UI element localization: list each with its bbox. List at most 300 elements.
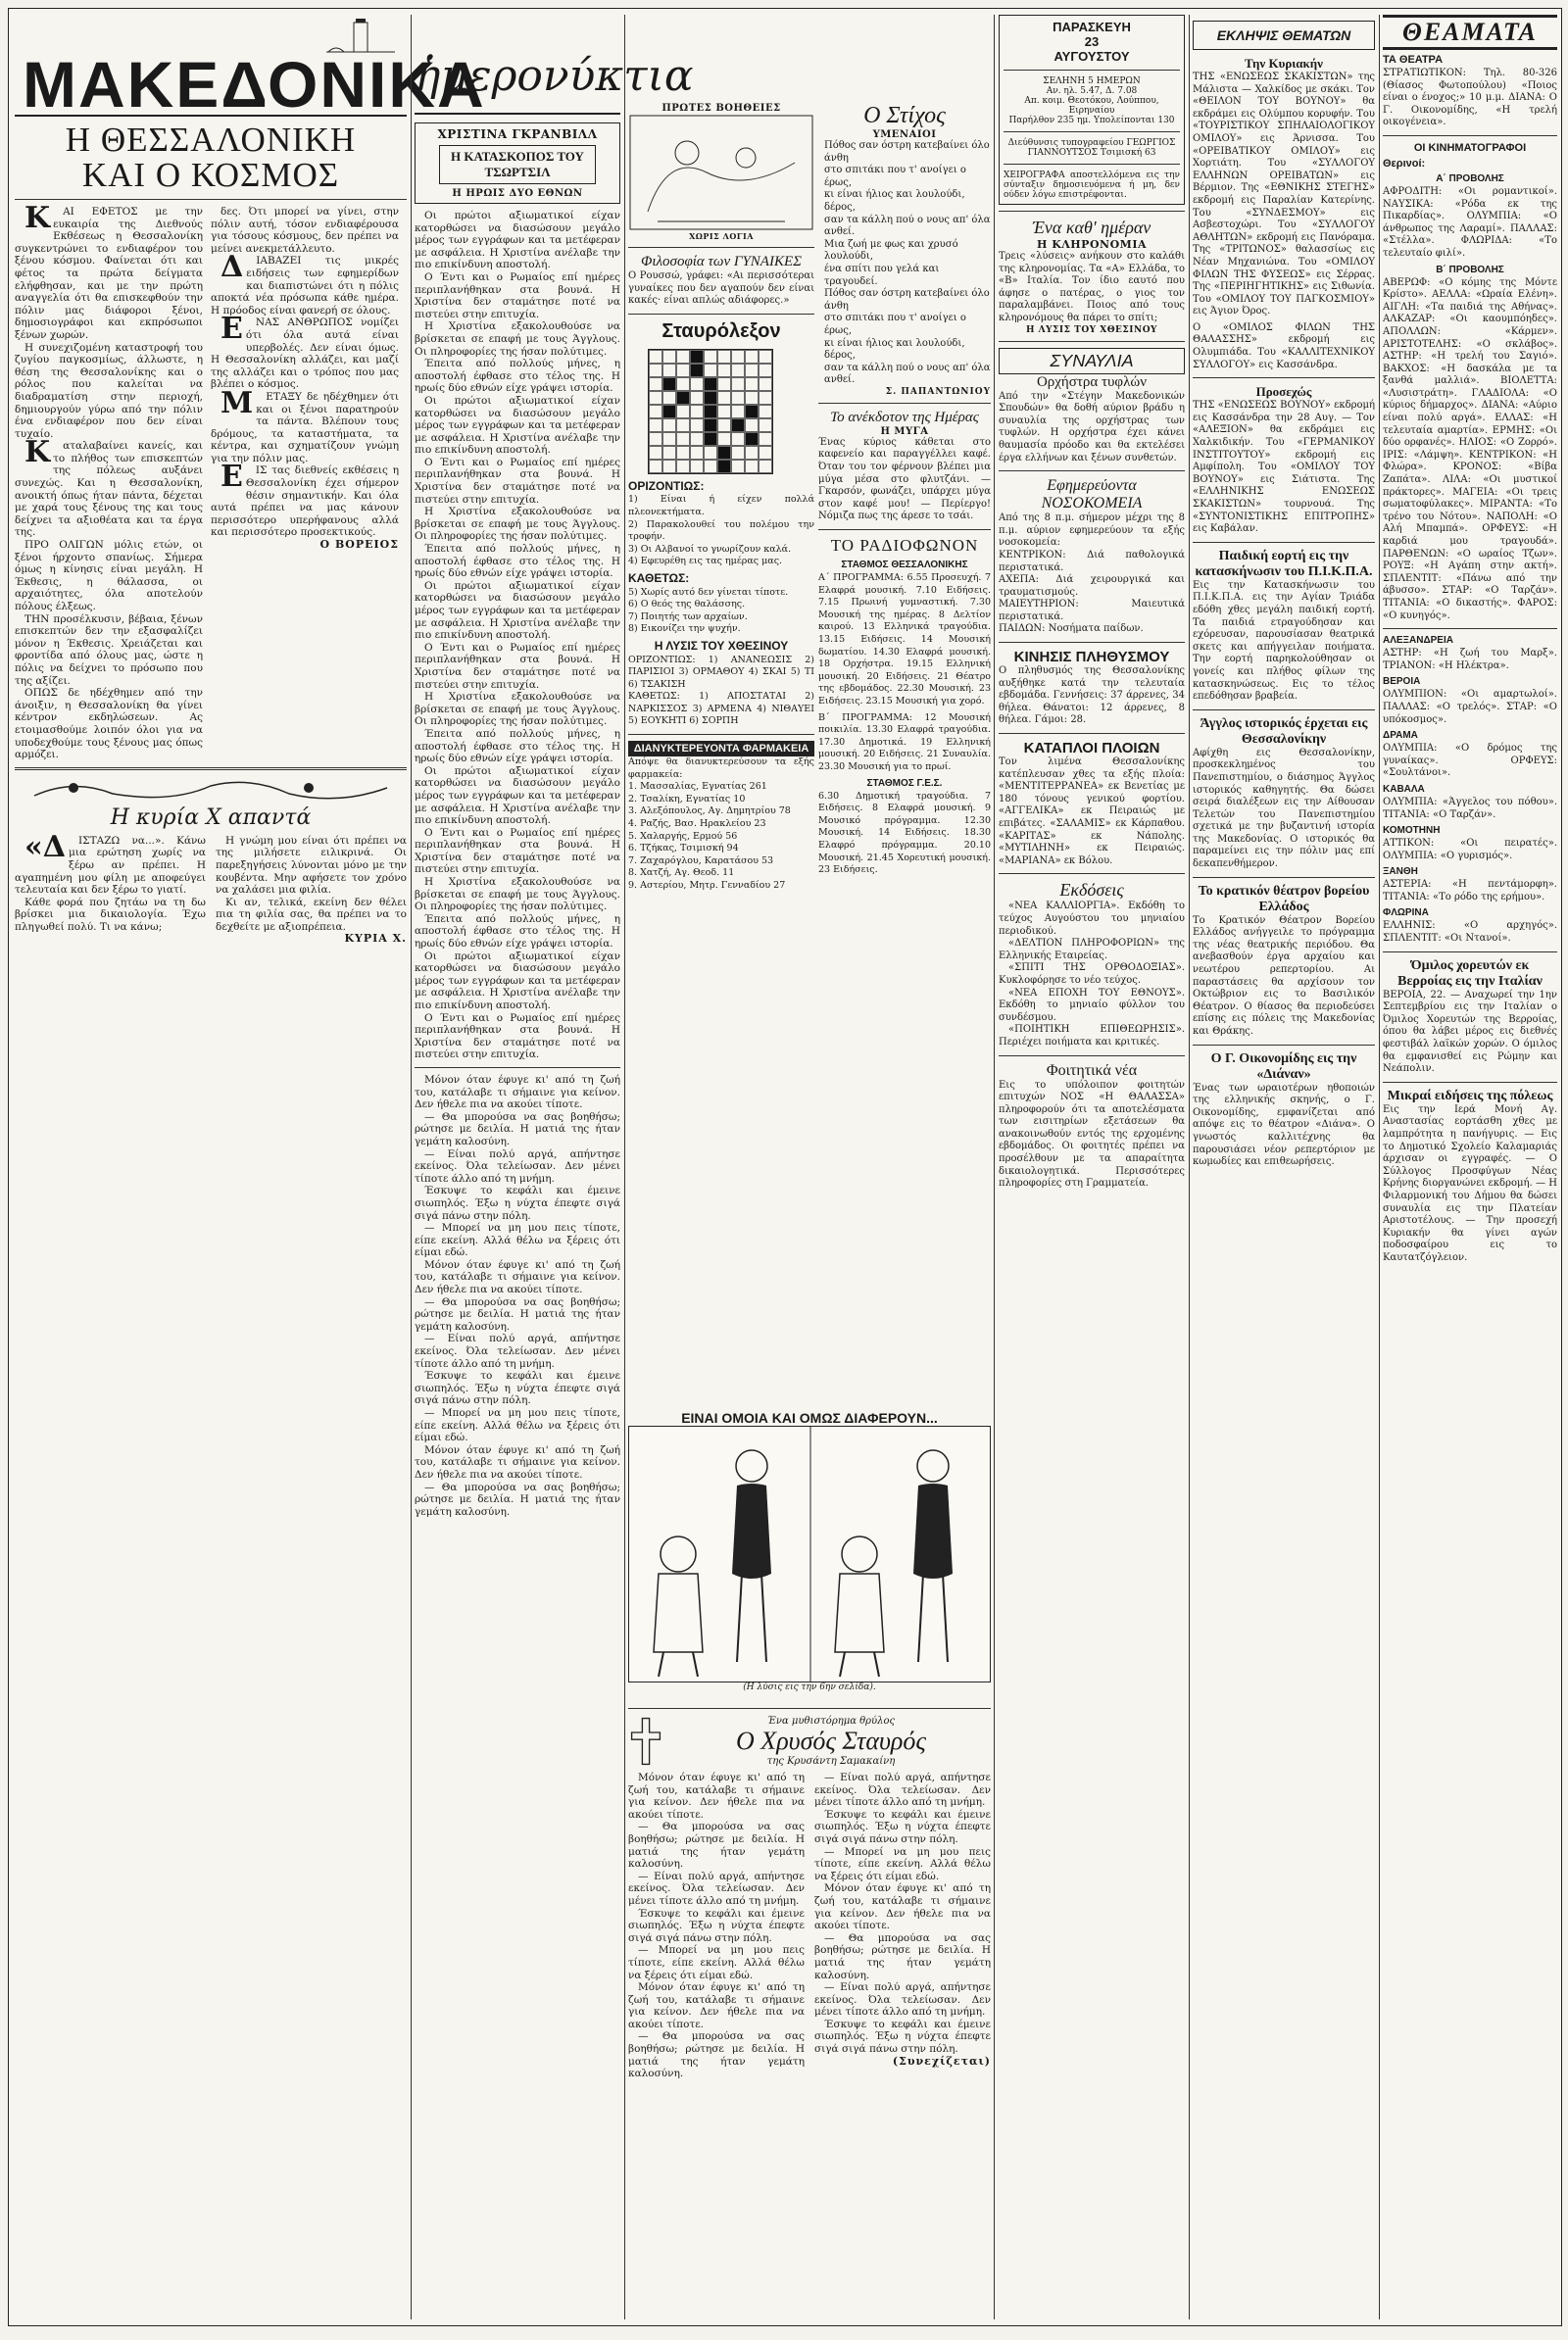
crossword-cell[interactable] [676, 350, 690, 364]
spy-title-box [439, 145, 596, 184]
paragraph: Έσκυψε το κεφάλι και έμεινε σιωπηλός. Έξω η νύχτα έπεφτε σιγά σιγά πάνω στην πόλη. [415, 1185, 620, 1222]
choir-text: ΒΕΡΟΙΑ, 22. — Αναχωρεί την 1ην Σεπτεμβρίου εις την Ιταλίαν ο Όμιλος Χορευτών της Βερροίας, όπου θα λάβει μέρος εις διεθνές φεστιβάλ λαϊκών χορών. Ο όμιλος θα εμφανισθεί εις Ρώμην και Νεάπολιν. [1383, 989, 1557, 1075]
crossword-cell[interactable] [690, 405, 704, 418]
paragraph: ΤΗΝ προσέλκυσιν, βέβαια, ξένων επισκεπτών δεν την εξασφαλίζει μόνον η Έκθεσις. Χρειάζεται και φροντίδα από όλους μας, ώστε η πόλις να δείχνει το πρόσωπο που της αξίζει. [15, 612, 203, 687]
paragraph: ΠΡΟ ΟΛΙΓΩΝ μόλις ετών, οι ξένοι ήρχοντο σπανίως. Σήμερα όμως η κίνησις είναι μεγάλη. Η Έκθεσις, η θάλασσα, οι αρχαιότητες, όλα αποτελούν πόλους έλξεως. [15, 539, 203, 612]
paragraph: Κι αν, τελικά, εκείνη δεν θέλει πια τη φιλία σας, θα πρέπει να το δεχθείτε με αξιοπρέπεια. [216, 896, 407, 933]
crossword-cell[interactable] [717, 432, 731, 446]
crossword-solution-label: Η ΛΥΣΙΣ ΤΟΥ ΧΘΕΣΙΝΟΥ [654, 638, 789, 653]
spy-subtitle: Η ΗΡΩΙΣ ΔΥΟ ΕΘΝΩΝ [452, 188, 583, 199]
city-name: ΚΟΜΟΤΗΝΗ [1383, 825, 1441, 837]
crossword-cell[interactable] [745, 418, 759, 432]
date-month: ΑΥΓΟΥΣΤΟΥ [1054, 49, 1130, 64]
paragraph: Έσκυψε το κεφάλι και έμεινε σιωπηλός. Έξω η νύχτα έπεφτε σιγά σιγά πάνω στην πόλη. [814, 2018, 991, 2056]
verse-line: σαν τα κάλλη πού ο νους απ' όλα ανθεί. [824, 362, 991, 386]
cherub-ornament [15, 776, 407, 805]
date-number: 23 [1084, 34, 1100, 49]
spy-author: ΧΡΙΣΤΙΝΑ ΓΚΡΑΝΒΙΛΛ [437, 127, 598, 141]
concert-title: ΣΥΝΑΥΛΙΑ [999, 348, 1185, 374]
ships-title: ΚΑΤΑΠΛΟΙ ΠΛΟΙΩΝ [1023, 740, 1160, 757]
crossword-cell[interactable] [704, 460, 717, 473]
concert-text: Από την «Στέγην Μακεδονικών Σπουδών» θα δοθή αύριον βράδυ η συναυλία της ορχήστρας των τυφλών. Η ορχήστρα έχει κάνει θαυμασία πρόοδο και θα εκτελέσει έργα ελλήνων και ξένων συνθετών. [999, 390, 1185, 463]
crossword-cell[interactable] [731, 391, 745, 405]
masthead [15, 15, 486, 121]
crossword-cell[interactable] [745, 460, 759, 473]
pharmacy-item: 1. Μασσαλίας, Εγνατίας 261 [628, 781, 767, 793]
second-run-text: ΑΒΕΡΩΦ: «Ο κόμης της Μόντε Κρίστο». ΑΕΛΛΑ: «Ωραία Ελένη». ΑΙΓΛΗ: «Τα παιδιά της Αθήνας». ΑΛΚΑΖΑΡ: «Οι καουμπόηδες». ΑΠΟΛΛΩΝ: «Κάρμεν». ΑΡΙΣΤΟΤΕΛΗΣ: «Ο σκλάβος». ΑΣΤΗΡ: «Η τρελή του Σαγιό». ΒΑΚΧΟΣ: «Η δασκάλα με τα ξανθά μαλλιά». ΒΙΟΛΕΤΤΑ: «Λυσιστράτη». ΓΛΑΔΙΟΛΑ: «Ο κύριος δήμαρχος». ΔΙΑΝΑ: «Αύριο είναι πολύ αργά». ΕΛΛΑΣ: «Η τελευταία αμαρτία». ΕΡΜΗΣ: «Οι δύο ορφανές». ΗΛΙΟΣ: «Ο Ζορρό». ΙΡΙΣ: «Λάμψη». ΚΕΝΤΡΙΚΟΝ: «Η Φλώρα». ΚΡΟΝΟΣ: «Βίβα Ζαπάτα». ΛΙΛΑ: «Οι μυστικοί πράκτορες». ΜΑΓΕΙΑ: «Οι τρεις σωματοφύλακες». ΜΙΡΑΝΤΑ: «Το τρένο του Νότου». ΝΑΠΟΛΗ: «Ο Αλή Μπαμπά». ΟΡΦΕΥΣ: «Η καρδιά μου τραγουδά». ΠΑΡΘΕΝΩΝ: «Ο ωραίος Τζων». ΡΟΥΞ: «Η Αγάπη στην ακτή». ΣΠΛΕΝΤΙΤ: «Πάνω από την άβυσσο». ΣΤΑΡ: «Ο Ταρζάν». ΤΙΤΑΝΙΑ: «Ο δικαστής». ΦΑΡΟΣ: «Ο κυνηγός». [1383, 276, 1557, 621]
hospital-item: ΠΑΙΔΩΝ: Νοσήματα παίδων. [999, 623, 1144, 635]
pharmacies-title: ΔΙΑΝΥΚΤΕΡΕΥΟΝΤΑ ΦΑΡΜΑΚΕΙΑ [628, 741, 814, 756]
crossword-cell[interactable] [676, 377, 690, 391]
crossword-cell[interactable] [662, 364, 676, 377]
crossword-cell[interactable] [662, 446, 676, 460]
theatres-title: ΘΕΑΜΑΤΑ [1383, 15, 1557, 50]
summer-label: Θερινοί: [1383, 157, 1426, 170]
city-name: ΦΛΩΡΙΝΑ [1383, 907, 1429, 919]
publications-box [999, 880, 1185, 1048]
crossword-cell[interactable] [690, 460, 704, 473]
crossword-cell[interactable] [690, 377, 704, 391]
crossword-cell[interactable] [731, 460, 745, 473]
paragraph: Η γνώμη μου είναι ότι πρέπει να της μιλήσετε ειλικρινά. Οι παρεξηγήσεις λύνονται μόνο με την κουβέντα. Μην αφήσετε τον χρόνο να χαλάσει μια φιλία. [216, 834, 407, 897]
crossword-cell[interactable] [690, 391, 704, 405]
crossword-cell[interactable] [759, 364, 772, 377]
clue: 2) Παρακολουθεί του πολέμου την τροφήν. [628, 518, 814, 543]
crossword-grid-wrap [648, 349, 795, 474]
small-news-title: Μικραί ειδήσεις της πόλεως [1387, 1088, 1553, 1103]
publication-item: «ΣΠΙΤΙ ΤΗΣ ΟΡΘΟΔΟΞΙΑΣ». Κυκλοφόρησε το νέο τεύχος. [999, 962, 1185, 986]
crossword-black-cell [662, 377, 676, 391]
crossword-black-cell [704, 377, 717, 391]
anecdote-subtitle: Η ΜΥΓΑ [880, 425, 929, 437]
crossword-cell[interactable] [690, 418, 704, 432]
crossword-cell[interactable] [731, 377, 745, 391]
crossword-cell[interactable] [745, 364, 759, 377]
publications-list [999, 901, 1185, 1048]
paragraph: — Θα μπορούσα να σας βοηθήσω; ρώτησε με δειλία. Η ματιά της ήταν γεμάτη καλοσύνη. [628, 1821, 805, 1871]
lady-x-body [15, 829, 407, 1472]
population-title: ΚΙΝΗΣΙΣ ΠΛΗΘΥΣΜΟΥ [1013, 649, 1170, 666]
crossword-cell[interactable] [704, 350, 717, 364]
city-name: ΒΕΡΟΙΑ [1383, 676, 1421, 688]
paragraph: «ΔΙΣΤΑΖΩ να...». Κάνω μια ερώτηση χωρίς να ξέρω αν πρέπει. Η αγαπημένη μου φίλη με αποφεύγει τελευταία και δεν ξέρω το γιατί. [15, 829, 206, 897]
crossword-cell[interactable] [759, 391, 772, 405]
date-saints: Απ. κοιμ. Θεοτόκου, Λούππου, Ειρηναίου [1024, 96, 1159, 116]
sunday-title: Την Κυριακήν [1245, 56, 1323, 71]
upcoming-text: ΤΗΣ «ΕΝΩΣΕΩΣ ΒΟΥΝΟΥ» εκδρομή εις Κασσάνδρα την 28 Αυγ. — Τον «ΑΛΕΞΙΟΝ» θα εκδράμει εις Χαλκιδικήν. Του «ΓΕΡΜΑΝΙΚΟΥ ΙΝΣΤΙΤΟΥΤΟΥ» εκδρομή εις Αμφίπολη. Του «ΟΜΙΛΟΥ ΤΟΥ ΒΟΥΝΟΥ» εις Σιάτιστα. Της «ΕΛΛΗΝΙΚΗΣ ΕΝΩΣΕΩΣ ΣΚΑΚΙΣΤΩΝ» τουρνουά. Της «ΣΥΝΤΟΝΙΣΤΙΚΗΣ ΕΠΙΤΡΟΠΗΣ» εις Καβάλαν. [1193, 400, 1375, 535]
paragraph: Έπειτα από πολλούς μήνες, η αποστολή έφθασε στο τέλος της. Η ηρωίς δύο εθνών είχε γράψει ιστορία. [415, 543, 620, 580]
ships-box [999, 740, 1185, 867]
radio-station-2: ΣΤΑΘΜΟΣ Γ.Ε.Σ. [866, 777, 943, 789]
crossword-cell[interactable] [759, 377, 772, 391]
radio-program-a: Α΄ ΠΡΟΓΡΑΜΜΑ: 6.55 Προσευχή. 7 Ελαφρά μουσική. 7.10 Ειδήσεις. 7.15 Πρωινή γυμναστική. 7.30 Μουσική της ημέρας. 8 Δελτίον καιρού. 13 Ελληνικά τραγούδια. 13.15 Ειδήσεις. 14 Μουσική δωματίου. 14.30 Ελαφρά μουσική. 18 Ορχήστρα. 19.15 Ελληνική μουσική. 20 Ειδήσεις. 21 Θέατρο της εβδομάδος. 22.30 Μουσική. 23 Ειδήσεις. 23.15 Μουσική για χορό. [818, 572, 991, 707]
paragraph: Μόνον όταν έφυγε κι' από τη ζωή του, κατάλαβε τι σήμαινε για κείνον. Δεν ήθελε πια να ακούει τίποτε. [415, 1073, 620, 1111]
col-excursions [1193, 15, 1375, 2319]
pharmacy-item: 3. Αλεξόπουλος, Αγ. Δημητρίου 78 [628, 805, 791, 817]
paragraph: ΟΠΩΣ δε ηδέχθημεν από την άνοιξιν, η Θεσσαλονίκη θα γίνει κέντρον εκδηλώσεων. Ας ετοιμασθούμε λοιπόν όλοι για να υποδεχθούμε τους ξένους μας όπως αρμόζει. [15, 687, 203, 761]
crossword-cell[interactable] [731, 350, 745, 364]
first-aid-caption: ΧΩΡΙΣ ΛΟΓΙΑ [689, 231, 754, 241]
students-title: Φοιτητικά νέα [1046, 1061, 1138, 1079]
crossword-cell[interactable] [662, 460, 676, 473]
crossword-cell[interactable] [717, 418, 731, 432]
paragraph: Μόνον όταν έφυγε κι' από τη ζωή του, κατάλαβε τι σήμαινε για κείνον. Δεν ήθελε πια να ακούει τίποτε. [415, 1443, 620, 1481]
paragraph: Οι πρώτοι αξιωματικοί είχαν κατορθώσει να διασώσουν μεγάλο μέρος των εγγράφων και τα μετέφεραν με ασφάλεια. Η Χριστίνα ανέλαβε την πιο επικίνδυνη αποστολή. [415, 764, 620, 827]
paragraph: — Είναι πολύ αργά, απήντησε εκείνος. Όλα τελείωσαν. Δεν μένει τίποτε άλλο από τη μνήμη. [814, 1772, 991, 1809]
radio-box [818, 536, 991, 877]
radio-station: ΣΤΑΘΜΟΣ ΘΕΣΣΑΛΟΝΙΚΗΣ [841, 560, 968, 571]
verse-line: Πόθος σαν όστρη κατεβαίνει όλο άνθη [824, 288, 990, 312]
oikonomidis-text: Ένας των ωραιοτέρων ηθοποιών της ελληνικής σκηνής, ο Γ. Οικονομίδης, εμφανίζεται από απόψε εις το θέατρον «Διάνα». Ο γνωστός καλλιτέχνης θα παρουσιάσει νέον ρεπερτόριον με κωμωδίες και επιθεωρήσεις. [1193, 1082, 1375, 1168]
paragraph: Η Χριστίνα εξακολουθούσε να βρίσκεται σε επαφή με τους Άγγλους. Οι πληροφορίες της ήσαν πολύτιμες. [415, 876, 620, 913]
main-headline: Η ΘΕΣΣΑΛΟΝΙΚΗ ΚΑΙ Ο ΚΟΣΜΟΣ [65, 121, 357, 194]
date-direction: Διεύθυνσις τυπογραφείου ΓΕΩΡΓΙΟΣ ΓΙΑΝΝΟΥΤΣΟΣ Τσιμισκή 63 [1007, 138, 1176, 158]
crossword-cell[interactable] [731, 364, 745, 377]
crossword-cell[interactable] [759, 432, 772, 446]
verse-line: κι είναι ήλιος και λουλούδι, δέρος, [824, 189, 965, 213]
crossword-black-cell [704, 432, 717, 446]
verse-line: Μια ζωή με φως και χρυσό λουλούδι, [824, 238, 958, 263]
crossword-cell[interactable] [717, 364, 731, 377]
clue: 5) Χωρίς αυτό δεν γίνεται τίποτε. [628, 586, 789, 598]
paragraph: ΚΑΙ ΕΦΕΤΟΣ με την ευκαιρία της Διεθνούς Εκθέσεως η Θεσσαλονίκη συγκεντρώνει το ενδιαφέρον του ξένου κόσμου. Φαίνεται ότι και φέτος τα πρώτα δείγματα ελήφθησαν, και με την πρώτη αναγγελία ότι θα επισκεφθούν την πόλιν μας διάφοροι ξένοι, δημοσιογράφοι και εκπρόσωποι ξένων χωρών. [15, 201, 203, 341]
hospital-item: ΜΑΙΕΥΤΗΡΙΟΝ: Μαιευτικά περιστατικά. [999, 599, 1185, 622]
crossword-cell[interactable] [759, 418, 772, 432]
crossword-cell[interactable] [662, 350, 676, 364]
lady-x-signature: ΚΥΡΙΑ Χ. [344, 932, 407, 946]
clue: 4) Εφευρέθη εις τας ημέρας μας. [628, 556, 783, 567]
pharmacy-item: 9. Αστερίου, Μητρ. Γενναδίου 27 [628, 880, 786, 891]
crossword-cell[interactable] [690, 432, 704, 446]
crossword-cell[interactable] [649, 391, 662, 405]
crossword-black-cell [745, 432, 759, 446]
paragraph: — Είναι πολύ αργά, απήντησε εκείνος. Όλα τελείωσαν. Δεν μένει τίποτε άλλο από τη μνήμη. [415, 1333, 620, 1370]
crossword-cell[interactable] [759, 446, 772, 460]
novel-title: Ο Χρυσός Σταυρός [736, 1727, 926, 1755]
crossword-box [628, 320, 814, 728]
paragraph: Ο Έντι και ο Ρωμαίος επί ημέρες περιπλανήθηκαν στα βουνά. Η Χριστίνα δεν σταμάτησε ποτέ να πιστεύει στην επιτυχία. [415, 456, 620, 506]
city-text: ΑΣΤΗΡ: «Η ζωή του Μαρξ». ΤΡΙΑΝΟΝ: «Η Ηλέκτρα». [1383, 648, 1557, 671]
paragraph: Ο Έντι και ο Ρωμαίος επί ημέρες περιπλανήθηκαν στα βουνά. Η Χριστίνα δεν σταμάτησε ποτέ να πιστεύει στην επιτυχία. [415, 641, 620, 691]
verse-line: στο σπιτάκι που τ' ανοίγει ο έρως, [824, 313, 966, 336]
cartoon-caption: (Η λύσις εις την 6ην σελίδα). [743, 1682, 876, 1692]
date-manuscripts: ΧΕΙΡΟΓΡΑΦΑ αποστελλόμενα εις την σύνταξιν δημοσιευόμενα ή μη, δεν ούδεν λόγω επιστρέφονται. [1004, 171, 1180, 200]
crossword-cell[interactable] [745, 377, 759, 391]
historian-text: Αφίχθη εις Θεσσαλονίκην, προσκεκλημένος του Πανεπιστημίου, ο διάσημος Άγγλος ιστορικός καθηγητής. Θα δώσει σειρά διαλέξεων εις την Αίθουσαν Τελετών του Πανεπιστημίου σχετικά με την βυζαντινή ιστορία της Μακεδονίας. Ο ιστορικός θα παραμείνει εις την πόλιν μας επί δεκαπενθήμερον. [1193, 747, 1375, 870]
paragraph: — Μπορεί να μη μου πεις τίποτε, είπε εκείνη. Αλλά θέλω να ξέρεις ότι είμαι εδώ. [814, 1845, 991, 1882]
crossword-cell[interactable] [676, 364, 690, 377]
theatre-text: ΣΤΡΑΤΙΩΤΙΚΟΝ: Τηλ. 80-326 (Θίασος Φωτοπούλου) «Ποιος είναι ο ένοχος;» 10 μ.μ. ΔΙΑΝΑ: Ο Γ. Οικονομίδης, «Η τρελή οικογένεια». [1383, 68, 1557, 128]
theatre-section: ΤΑ ΘΕΑΤΡΑ [1383, 54, 1444, 66]
radio-title: ΤΟ ΡΑΔΙΟΦΩΝΟΝ [830, 536, 979, 556]
paragraph: Έπειτα από πολλούς μήνες, η αποστολή έφθασε στο τέλος της. Η ηρωίς δύο εθνών είχε γράψει ιστορία. [415, 358, 620, 395]
crossword-cell[interactable] [649, 460, 662, 473]
paragraph: Η Χριστίνα εξακολουθούσε να βρίσκεται σε επαφή με τους Άγγλους. Οι πληροφορίες της ήσαν πολύτιμες. [415, 691, 620, 728]
crossword-cell[interactable] [759, 460, 772, 473]
philosophy-text: Ο Ρουσσώ, γράφει: «Αι περισσότεραι γυναίκες που δεν αγαπούν δεν είναι κακές· είναι απλώς αδιάφορες.» [628, 270, 814, 307]
crossword-cell[interactable] [662, 418, 676, 432]
city-name: ΞΑΝΘΗ [1383, 866, 1418, 878]
pharmacies-box [628, 741, 814, 893]
paragraph: — Μπορεί να μη μου πεις τίποτε, είπε εκείνη. Αλλά θέλω να ξέρεις ότι είμαι εδώ. [415, 1222, 620, 1259]
paragraph: Οι πρώτοι αξιωματικοί είχαν κατορθώσει να διασώσουν μεγάλο μέρος των εγγράφων και τα μετέφεραν με ασφάλεια. Η Χριστίνα ανέλαβε την πιο επικίνδυνη αποστολή. [415, 579, 620, 642]
kathimeran-box [999, 218, 1185, 335]
crossword-black-cell [731, 418, 745, 432]
radio-program-b: Β΄ ΠΡΟΓΡΑΜΜΑ: 12 Μουσική ποικιλία. 13.30 Ελαφρά τραγούδια. 17.30 Δημοτικά. 19 Ελληνική μουσική. 20 Ειδήσεις. 21 Συναυλία. 23.30 Μουσική για το πρωί. [818, 711, 991, 772]
city-name: ΑΛΕΞΑΝΔΡΕΙΑ [1383, 635, 1453, 647]
concert-box [999, 348, 1185, 465]
pharmacies-list [628, 781, 814, 892]
pharmacy-item: 7. Ζαχαρόγλου, Καρατάσου 53 [628, 854, 774, 866]
first-aid-cartoon [628, 114, 814, 231]
paragraph: — Θα μπορούσα να σας βοηθήσω; ρώτησε με δειλία. Η ματιά της ήταν γεμάτη καλοσύνη. [814, 1931, 991, 1981]
paragraph: — Μπορεί να μη μου πεις τίποτε, είπε εκείνη. Αλλά θέλω να ξέρεις ότι είμαι εδώ. [415, 1407, 620, 1444]
paragraph: ΕΙΣ τας διεθνείς εκθέσεις η Θεσσαλονίκη έχει σήμερον θέσιν σημαντικήν. Και όλα αυτά πρέπει να μας κάνουν περισσότερο υπερήφανους αλλά και περισσότερο προσεκτικούς. [211, 460, 399, 539]
crossword-cell[interactable] [717, 377, 731, 391]
paragraph: Ο Έντι και ο Ρωμαίος επί ημέρες περιπλανήθηκαν στα βουνά. Η Χριστίνα δεν σταμάτησε ποτέ να πιστεύει στην επιτυχία. [415, 1011, 620, 1061]
novel-kicker: Ένα μυθιστόρημα θρύλος [766, 1716, 896, 1727]
kathimeran-text: Τρεις «λύσεις» ανήκουν στο καλάθι της κληρονομίας. Τα «Α» Ελλάδα, το «Β» Ιταλία. Τον ίδιο εαυτό που άφησε ο πατέρας, ο γιος τον παραλαμβάνει. Ποιος από τους κληρονόμους θα πάρει το σπίτι; [999, 251, 1185, 323]
crossword-black-cell [690, 350, 704, 364]
crossword-black-cell [704, 418, 717, 432]
verse-line: Πόθος σαν όστρη κατεβαίνει όλο άνθη [824, 140, 990, 164]
paragraph: Η συνεχιζομένη καταστροφή του ζυγίου παγκοσμίως, άλλωστε, η θέση της Θεσσαλονίκης και ο ρόλος που καλείται να διαδραματίση στην περιοχή, δημιουργούν γύρω από την πόλιν ένα ενδιαφέρον που δεν είναι τυχαίο. [15, 341, 203, 440]
crossword-cell[interactable] [745, 446, 759, 460]
verse-line: στο σπιτάκι που τ' ανοίγει ο έρως, [824, 165, 966, 188]
crossword-cell[interactable] [649, 432, 662, 446]
crossword-cell[interactable] [745, 350, 759, 364]
paragraph: Μόνον όταν έφυγε κι' από τη ζωή του, κατάλαβε τι σήμαινε για κείνον. Δεν ήθελε πια να ακούει τίποτε. [628, 1772, 805, 1821]
ships-text: Τον λιμένα Θεσσαλονίκης κατέπλευσαν χθες τα εξής πλοία: «ΜΕΝΤΙΤΕΡΡΑΝΕΑ» εκ Βενετίας με 180 τόνους γενικού φορτίου. «ΑΓΓΕΛΙΚΑ» εκ Πειραιώς με επιβάτες. «ΣΑΛΑΜΙΣ» εκ Κάρπαθου. «ΚΑΡΙΤΑΣ» εκ Νάπολης. «ΜΥΤΙΛΗΝΗ» εκ Πειραιώς. «ΜΑΡΙΑΝΑ» εκ Βόλου. [999, 756, 1185, 866]
cinema-section: ΟΙ ΚΙΝΗΜΑΤΟΓΡΑΦΟΙ [1413, 141, 1527, 154]
small-news-text: Εις την Ιερά Μονή Αγ. Αναστασίας εορτάσθη χθες με λαμπρότητα η πανήγυρις. — Εις το Δημοτικό Σχολείο Καλαμαριάς άρχισαν οι εγγραφές. — Ο Σύλλογος Προσφύγων Νέας Κρήνης διοργανώνει εκδρομή. — Η Φιλαρμονική του Δήμου θα δώσει συναυλία εις την Πλατείαν Αριστοτέλους. — Την προσεχή Κυριακήν θα γίνει αγών ποδοσφαίρου εις το Καυτατζόγλειον. [1383, 1103, 1557, 1263]
state-theatre-text: Το Κρατικόν Θέατρον Βορείου Ελλάδος ανήγγειλε το πρόγραμμα της νέας θεατρικής περιόδου. Θα ανεβασθούν έργα αρχαίου και νεωτέρου ρεπερτορίου. Αι παραστάσεις θα αρχίσουν τον Οκτώβριον εις το Βασιλικόν Θέατρον. Ο θίασος θα περιοδεύσει επίσης εις πόλεις της Μακεδονίας και Θράκης. [1193, 914, 1375, 1037]
crossword-cell[interactable] [717, 391, 731, 405]
students-box [999, 1062, 1185, 1191]
novel-author: της Κρυσάντη Σαμακαίνη [766, 1756, 896, 1767]
paragraph: ΜΕΤΑΞΥ δε ηδέχθημεν ότι και οι ξένοι παρατηρούν τα πάντα. Βλέπουν τους δρόμους, τα καταστήματα, τα κέντρα, και σχηματίζουν γνώμη για την πόλιν μας. [211, 385, 399, 464]
cartoon-title: ΕΙΝΑΙ ΟΜΟΙΑ ΚΑΙ ΟΜΩΣ ΔΙΑΦΕΡΟΥΝ... [681, 1410, 938, 1426]
pharmacy-item: 8. Χατζή, Αγ. Θεοδ. 11 [628, 867, 735, 879]
novel-body [628, 1772, 991, 2320]
crossword-vertical-label: ΚΑΘΕΤΩΣ: [628, 570, 690, 585]
col-bulletin [999, 15, 1185, 2319]
crossword-cell[interactable] [704, 364, 717, 377]
city-text: ΟΛΥΜΠΙΑ: «Ο δρόμος της γυναίκας». ΟΡΦΕΥΣ: «Σουλτάνοι». [1383, 743, 1557, 779]
crossword-cell[interactable] [649, 364, 662, 377]
crossword-black-cell [704, 391, 717, 405]
col-left [15, 15, 486, 2319]
crossword-black-cell [717, 460, 731, 473]
population-box [999, 649, 1185, 727]
anecdote-title: Το ανέκδοτον της Ημέρας [830, 409, 979, 425]
crossword-cell[interactable] [745, 391, 759, 405]
city-name: ΚΑΒΑΛΑ [1383, 783, 1425, 795]
city-text: ΑΤΤΙΚΟΝ: «Οι πειρατές». ΟΛΥΜΠΙΑ: «Ο γυρισμός». [1383, 838, 1557, 861]
ekdromes-header [1193, 15, 1375, 56]
crossword-clues [628, 480, 814, 728]
hospital-item: ΑΧΕΠΑ: Διά χειρουργικά και τραυματισμούς. [999, 574, 1185, 598]
publications-title: Εκδόσεις [1059, 880, 1124, 901]
hospitals-title: Εφημερεύοντα ΝΟΣΟΚΟΜΕΙΑ [1041, 477, 1143, 512]
stichos-verse [818, 140, 991, 387]
date-moon: ΣΕΛΗΝΗ 5 ΗΜΕΡΩΝ [1043, 76, 1141, 86]
crossword-cell[interactable] [649, 350, 662, 364]
sunday-text: ΤΗΣ «ΕΝΩΣΕΩΣ ΣΚΑΚΙΣΤΩΝ» της Μάλιστα — Χαλκίδος με σκάκι. Τον «ΘΕΙΛΟΝ ΤΟΥ ΒΟΥΝΟΥ» θα εκδράμει εις Ολύμπου κορυφήν. Του «ΤΟΥΡΙΣΤΙΚΟΥ ΣΠΗΛΑΙΟΛΟΓΙΚΟΥ ΟΜΙΛΟΥ» εις Άρνισσα. Του «ΟΡΕΙΒΑΤΙΚΟΥ ΟΜΙΛΟΥ» εις Χορτιάτη. Του «ΣΥΛΛΟΓΟΥ ΕΛΛΗΝΩΝ ΟΡΕΙΒΑΤΩΝ» εις Βέρμιον. Της «ΕΘΝΙΚΗΣ ΣΤΕΓΗΣ» εκδρομή εις Παραλίαν Κατερίνης. Του «ΣΥΝΔΕΣΜΟΥ» εις Ασβεστοχώρι. Του «ΣΥΛΛΟΓΟΥ ΑΘΛΗΤΩΝ» εκδρομή εις Πανόραμα. Της «ΤΡΙΤΩΝΟΣ» θαλασσίως εις Νέαν Μηχανιώνα. Του «ΟΜΙΛΟΥ ΦΙΛΩΝ ΤΗΣ ΦΥΣΕΩΣ» εις Σέρρας. Της «ΠΕΡΙΗΓΗΤΙΚΗΣ» εις Σιθωνία. Του «ΟΜΙΛΟΥ ΤΟΥ ΠΑΓΚΟΣΜΙΟΥ» εις Άγιον Όρος. [1193, 72, 1375, 317]
city-name: ΔΡΑΜΑ [1383, 730, 1418, 742]
kathimeran-solution: Η ΛΥΣΙΣ ΤΟΥ ΧΘΕΣΙΝΟΥ [1026, 324, 1157, 335]
paragraph: — Θα μπορούσα να σας βοηθήσω; ρώτησε με δειλία. Η ματιά της ήταν γεμάτη καλοσύνη. [628, 2030, 805, 2080]
pharmacy-item: 6. Τζήκας, Τσιμισκή 94 [628, 843, 739, 854]
paragraph: — Μπορεί να μη μου πεις τίποτε, είπε εκείνη. Αλλά θέλω να ξέρεις ότι είμαι εδώ. [628, 1944, 805, 1981]
crossword-cell[interactable] [676, 418, 690, 432]
spy-box [415, 122, 620, 204]
philosophy-box [628, 254, 814, 308]
philosophy-title: Φιλοσοφία των ΓΥΝΑΙΚΕΣ [640, 254, 803, 269]
spy-title: Η ΚΑΤΑΣΚΟΠΟΣ ΤΟΥ ΤΣΩΡΤΣΙΛ [451, 149, 584, 179]
paragraph: Οι πρώτοι αξιωματικοί είχαν κατορθώσει να διασώσουν μεγάλο μέρος των εγγράφων και τα μετέφεραν με ασφάλεια. Η Χριστίνα ανέλαβε την πιο επικίνδυνη αποστολή. [415, 210, 620, 271]
crossword-cell[interactable] [690, 446, 704, 460]
paragraph: Η Χριστίνα εξακολουθούσε να βρίσκεται σε επαφή με τους Άγγλους. Οι πληροφορίες της ήσαν πολύτιμες. [415, 506, 620, 543]
verse-line: κι είναι ήλιος και λουλούδι, δέρος, [824, 337, 965, 362]
paragraph: δες. Ότι μπορεί να γίνει, στην πόλιν αυτή, τόσον ενδιαφέρουσα για τόσους κόσμους, δεν πρέπει να μείνει ανεκμετάλλευτο. [211, 206, 399, 255]
clue: 8) Εικονίζει την ψυχήν. [628, 623, 741, 635]
children-title: Παιδική εορτή εις την κατασκήνωσιν του Π.Ι.Κ.Π.Α. [1195, 548, 1373, 579]
paragraph: Ο Έντι και ο Ρωμαίος επί ημέρες περιπλανήθηκαν στα βουνά. Η Χριστίνα δεν σταμάτησε ποτέ να πιστεύει στην επιτυχία. [415, 270, 620, 320]
paragraph: ΔΙΑΒΑΖΕΙ τις μικρές ειδήσεις των εφημερίδων και διαπιστώνει ότι η πόλις αποκτά νέα πρόσωπα κάθε ημέρα. Η πρόοδος είναι φανερή σε όλους. [211, 250, 399, 317]
masthead-cursive: ἡμερονύκτια [415, 15, 620, 115]
upcoming-title: Προσεχώς [1255, 384, 1312, 400]
ekdromes-title: ΕΚΛΗΨΙΣ ΘΕΜΑΤΩΝ [1193, 21, 1375, 50]
crossword-cell[interactable] [676, 446, 690, 460]
cartoon-frame [628, 1426, 991, 1682]
paragraph: Έσκυψε το κεφάλι και έμεινε σιωπηλός. Έξω η νύχτα έπεφτε σιγά σιγά πάνω στην πόλη. [628, 1907, 805, 1944]
paragraph: Ο Έντι και ο Ρωμαίος επί ημέρες περιπλανήθηκαν στα βουνά. Η Χριστίνα δεν σταμάτησε ποτέ να πιστεύει στην επιτυχία. [415, 826, 620, 876]
crossword-cell[interactable] [649, 405, 662, 418]
clue: 3) Οι Αλβανοί το γνωρίζουν καλά. [628, 543, 792, 555]
stichos-author: Σ. ΠΑΠΑΝΤΩΝΙΟΥ [885, 386, 991, 397]
first-aid-box [628, 103, 814, 241]
lady-x-header [15, 776, 407, 835]
cartoon-panel [628, 1410, 991, 1692]
main-article-left [15, 201, 203, 761]
main-article-right [211, 206, 399, 761]
publication-item: «ΝΕΑ ΚΑΛΛΙΟΡΓΙΑ». Εκδόθη το τεύχος Αυγούστου του μηνιαίου περιοδικού. [999, 901, 1185, 937]
crossword-cell[interactable] [704, 446, 717, 460]
city-text: ΟΛΥΜΠΙΟΝ: «Οι αμαρτωλοί». ΠΑΛΛΑΣ: «Ο τρελός». ΣΤΑΡ: «Ο υπόκοσμος». [1383, 689, 1557, 725]
paragraph: Κάθε φορά που ζητάω να τη δω βρίσκει μια δικαιολογία. Έχω πληγωθεί πολύ. Τι να κάνω; [15, 896, 206, 933]
hospitals-list [999, 550, 1185, 636]
verse-line: ένα σπίτι που γελά και τραγουδεί. [824, 263, 940, 287]
paragraph: ΕΝΑΣ ΑΝΘΡΩΠΟΣ νομίζει ότι όλα αυτά είναι υπερβολές. Δεν είναι όμως. Η Θεσσαλονίκη αλλάζει, και μαζί της αλλάζει και ο τρόπος που μας βλέπει ο κόσμος. [211, 312, 399, 391]
date-day: ΠΑΡΑΣΚΕΥΗ [1053, 20, 1131, 34]
spot-the-difference-drawing [629, 1427, 992, 1682]
crossword-cell[interactable] [759, 350, 772, 364]
crossword-black-cell [662, 405, 676, 418]
state-theatre-title: Το κρατικόν θέατρον βορείου Ελλάδος [1198, 883, 1370, 914]
col-theatres [1383, 15, 1557, 2319]
paragraph: — Θα μπορούσα να σας βοηθήσω; ρώτησε με δειλία. Η ματιά της ήταν γεμάτη καλοσύνη. [415, 1481, 620, 1518]
crossword-black-cell [717, 446, 731, 460]
crossword-solution-v: ΚΑΘΕΤΩΣ: 1) ΑΠΟΣΤΑΤΑΙ 2) ΝΑΡΚΙΣΣΟΣ 3) ΑΡΜΕΝΑ 4) ΝΙΘΑΥΕΙ 5) ΕΟΥΚΗΤΙ 6) ΣΟΡΠΗ [628, 691, 814, 727]
paragraph: Έσκυψε το κεφάλι και έμεινε σιωπηλός. Έξω η νύχτα έπεφτε σιγά σιγά πάνω στην πόλη. [814, 1808, 991, 1845]
historian-title: Άγγλος ιστορικός έρχεται εις Θεσσαλονίκην [1200, 715, 1368, 747]
clue: 7) Ποιητής των αρχαίων. [628, 610, 748, 622]
lady-x-title: Η κυρία Χ απαντά [110, 804, 312, 830]
choir-title: Όμιλος χορευτών εκ Βερροίας εις την Ιταλίαν [1397, 957, 1543, 989]
crossword-grid[interactable] [648, 349, 773, 474]
crossword-cell[interactable] [676, 432, 690, 446]
anecdote-box [818, 410, 991, 523]
clue: 6) Ο θεός της θαλάσσης. [628, 599, 746, 610]
first-aid-title: ΠΡΩΤΕΣ ΒΟΗΘΕΙΕΣ [662, 103, 781, 114]
crossword-cell[interactable] [731, 432, 745, 446]
paragraph: — Είναι πολύ αργά, απήντησε εκείνος. Όλα τελείωσαν. Δεν μένει τίποτε άλλο από τη μνήμη. [814, 1981, 991, 2019]
crossword-horizontal-label: ΟΡΙΖΟΝΤΙΩΣ: [628, 478, 705, 493]
paragraph: Οι πρώτοι αξιωματικοί είχαν κατορθώσει να διασώσουν μεγάλο μέρος των εγγράφων και τα μετέφεραν με ασφάλεια. Η Χριστίνα ανέλαβε την πιο επικίνδυνη αποστολή. [415, 950, 620, 1011]
novel-box [628, 1702, 991, 2320]
novel-header [628, 1715, 991, 1768]
crossword-cell[interactable] [731, 446, 745, 460]
population-text: Ο πληθυσμός της Θεσσαλονίκης αυξήθηκε κατά την τελευταία εβδομάδα. Γεννήσεις: 37 άρρενες, 34 θήλεα. Θάνατοι: 12 άρρενες, 8 θήλεα. Γάμοι: 28. [999, 665, 1185, 726]
crossword-cell[interactable] [662, 391, 676, 405]
crossword-cell[interactable] [717, 405, 731, 418]
radio-program-c: 6.30 Δημοτική τραγούδια. 7 Ειδήσεις. 8 Ελαφρά μουσική. 9 Μουσικό πρόγραμμα. 12.30 Μουσική. 14 Ειδήσεις. 18.30 Ελαφρό πρόγραμμα. 20.10 Μουσική. 21.45 Χορευτική μουσική. 23 Ειδήσεις. [818, 790, 991, 876]
pharmacy-item: 2. Τσαλίκη, Εγνατίας 10 [628, 793, 746, 804]
paragraph: Μόνον όταν έφυγε κι' από τη ζωή του, κατάλαβε τι σήμαινε για κείνον. Δεν ήθελε πια να ακούει τίποτε. [628, 1981, 805, 2030]
paragraph: Έσκυψε το κεφάλι και έμεινε σιωπηλός. Έξω η νύχτα έπεφτε σιγά σιγά πάνω στην πόλη. [415, 1370, 620, 1407]
crossword-cell[interactable] [759, 405, 772, 418]
paragraph: Έπειτα από πολλούς μήνες, η αποστολή έφθασε στο τέλος της. Η ηρωίς δύο εθνών είχε γράψει ιστορία. [415, 727, 620, 765]
clue: 1) Είναι ή είχεν πολλά πλεονεκτήματα. [628, 494, 814, 517]
date-sun: Αν. ηλ. 5.47, Δ. 7.08 [1046, 86, 1138, 96]
kathimeran-subtitle: Η ΚΛΗΡΟΝΟΜΙΑ [1036, 238, 1148, 251]
first-run-text: ΑΦΡΟΔΙΤΗ: «Οι ρομαντικοί». ΝΑΥΣΙΚΑ: «Ρόδα εκ της Πικαρδίας». ΟΛΥΜΠΙΑ: «Ο άνθρωπος της Λαραμί». ΠΑΛΛΑΣ: «Στέλλα». ΦΛΩΡΙΔΑ: «Το τελευταίο φιλί». [1383, 185, 1557, 259]
concert-subtitle: Ορχήστρα τυφλών [1036, 373, 1148, 390]
paragraph: Μόνον όταν έφυγε κι' από τη ζωή του, κατάλαβε τι σήμαινε για κείνον. Δεν ήθελε πια να ακούει τίποτε. [814, 1882, 991, 1932]
crossword-cell[interactable] [717, 350, 731, 364]
crossword-cell[interactable] [649, 446, 662, 460]
crossword-black-cell [704, 405, 717, 418]
oikonomidis-title: Ο Γ. Οικονομίδης εις την «Διάναν» [1210, 1050, 1357, 1082]
novel-continued: (Συνεχίζεται) [892, 2054, 991, 2068]
pharmacy-item: 4. Ραζής, Βασ. Ηρακλείου 23 [628, 818, 766, 830]
newspaper-page [8, 8, 1562, 2326]
first-run-label: Α΄ ΠΡΟΒΟΛΗΣ [1436, 172, 1504, 184]
anecdote-text: Ένας κύριος κάθεται στο καφενείο και παραγγέλλει καφέ. Όταν του τον φέρνουν βλέπει μια μύγα μέσα στο φλυτζάνι. — Γκαρσόν, φωνάζει, υπάρχει μύγα στον καφέ μου! — Περίεργο! Νόμιζα πως της άρεσε το τσάι. [818, 436, 991, 522]
crossword-cell[interactable] [731, 405, 745, 418]
stichos-subtitle: ΥΜΕΝΑΙΟΙ [872, 129, 937, 140]
masthead-title: ΜΑΚΕΔΟΝΙΚΑ [23, 48, 486, 121]
crossword-title: Σταυρόλεξον [662, 319, 781, 342]
crossword-cell[interactable] [649, 418, 662, 432]
cross-ornament-icon [628, 1715, 663, 1768]
second-run-label: Β΄ ΠΡΟΒΟΛΗΣ [1436, 264, 1504, 275]
crossword-cell[interactable] [649, 377, 662, 391]
crossword-cell[interactable] [676, 405, 690, 418]
sunday-more: Ο «ΟΜΙΛΟΣ ΦΙΛΩΝ ΤΗΣ ΘΑΛΑΣΣΗΣ» εκδρομή εις Ολυμπιάδα. Του «ΚΑΛΛΙΤΕΧΝΙΚΟΥ ΣΥΛΛΟΓΟΥ» εις Κασσάνδρα. [1193, 321, 1375, 370]
crossword-cell[interactable] [662, 432, 676, 446]
date-box [999, 15, 1185, 205]
crossword-black-cell [676, 391, 690, 405]
novel-continuation [415, 1074, 620, 1535]
hospital-item: ΚΕΝΤΡΙΚΟΝ: Διά παθολογικά περιστατικά. [999, 549, 1185, 573]
students-text: Εις το υπόλοιπον φοιτητών επιτυχών ΝΟΣ «Η ΘΑΛΑΣΣΑ» πληροφορούν ότι τα αποτελέσματα των εισιτηρίων εξετάσεων θα ανακοινωθούν εντός της ερχομένης εβδομάδος. Οι φοιτητές πρέπει να προσέλθουν με τα απαραίτητα δικαιολογητικά. Περισσότερες πληροφορίες στη Γραμματεία. [999, 1079, 1185, 1190]
crossword-cell[interactable] [676, 460, 690, 473]
paragraph: Μόνον όταν έφυγε κι' από τη ζωή του, κατάλαβε τι σήμαινε για κείνον. Δεν ήθελε πια να ακούει τίποτε. [415, 1258, 620, 1296]
city-cinemas [1383, 635, 1557, 946]
publication-item: «ΝΕΑ ΕΠΟΧΗ ΤΟΥ ΕΘΝΟΥΣ». Εκδόθη το μηνιαίο φύλλον του συνδέσμου. [999, 987, 1185, 1023]
